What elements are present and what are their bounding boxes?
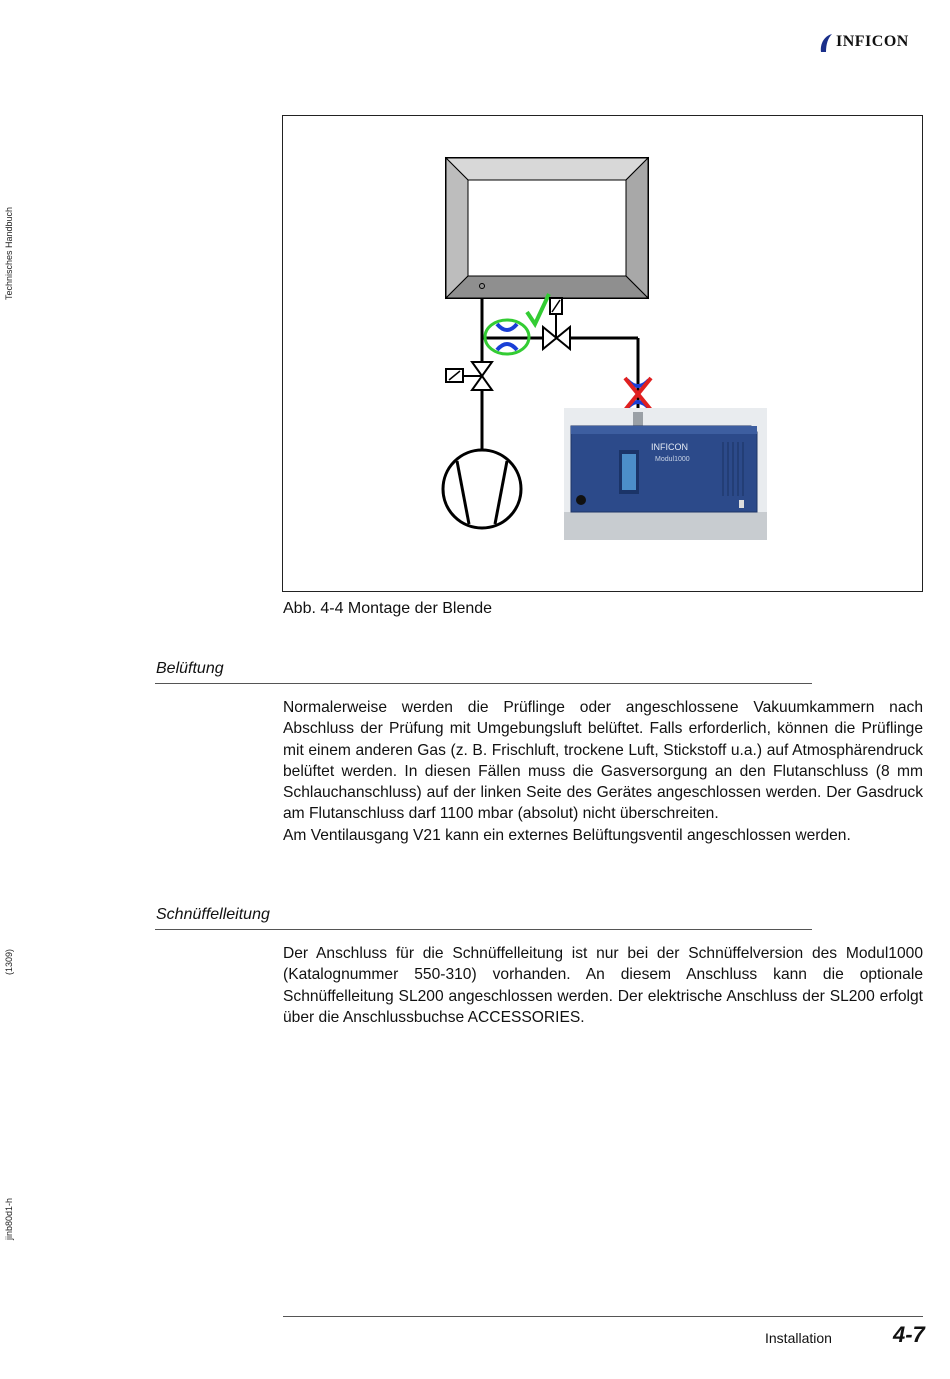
paragraph: Normalerweise werden die Prüflinge oder angeschlossene Vakuumkammern nach Abschluss der Prüfung mit Umgebungsluft belüftet. Falls erforderlich, können die Prüflinge mit einem anderen Gas (z. B. Frischluft, trockene Luft, Stickstoff u.a.) auf Atmosphärendruck belüftet werden. In diesen Fällen muss die Gasversorgung an den Flutanschluss (8 mm Schlauchanschluss) auf der linken Seite des Gerätes angeschlossen werden. Der Gasdruck am Flutanschluss darf 1100 mbar (absolut) nicht überschreiten. <box>283 699 923 823</box>
section-title-schnueffelleitung: Schnüffelleitung <box>156 906 270 923</box>
section-body-schnueffelleitung <box>283 943 923 1028</box>
logo-text: INFICON <box>836 33 909 50</box>
device-model-label: Modul1000 <box>655 456 690 463</box>
side-label-top: Technisches Handbuch <box>4 206 14 300</box>
logo-mark-icon <box>818 32 834 54</box>
paragraph: Am Ventilausgang V21 kann ein externes Belüftungsventil angeschlossen werden. <box>283 826 851 844</box>
section-body-belueftung <box>283 697 923 846</box>
footer-rule <box>283 1316 923 1317</box>
figure-caption: Abb. 4-4 Montage der Blende <box>283 600 493 617</box>
valve-left-icon <box>446 362 492 390</box>
section-rule <box>155 929 812 930</box>
paragraph: Der Anschluss für die Schnüffelleitung ist nur bei der Schnüffelversion des Modul1000 (Katalognummer 550-310) vorhanden. An diesem Anschluss kann die optionale Schnüffelleitung SL200 angeschlossen werden. Der elektrische Anschluss der SL200 erfolgt über die Anschlussbuchse ACCESSORIES. <box>283 945 923 1026</box>
footer-section-label: Installation <box>765 1330 832 1346</box>
pump-icon <box>443 450 521 528</box>
figure-frame <box>282 115 923 592</box>
page-number: 4-7 <box>893 1322 925 1347</box>
device-brand-label: INFICON <box>651 442 688 452</box>
section-title-belueftung: Belüftung <box>156 660 224 677</box>
inficon-logo <box>818 30 926 56</box>
valve-right-icon <box>543 298 570 349</box>
vacuum-diagram <box>283 116 924 593</box>
side-label-bottom: jinb80d1-h <box>4 1197 14 1240</box>
modul1000-device-icon <box>564 408 767 540</box>
section-rule <box>155 683 812 684</box>
side-label-middle: (1309) <box>4 948 14 975</box>
vacuum-chamber-icon <box>446 158 648 298</box>
